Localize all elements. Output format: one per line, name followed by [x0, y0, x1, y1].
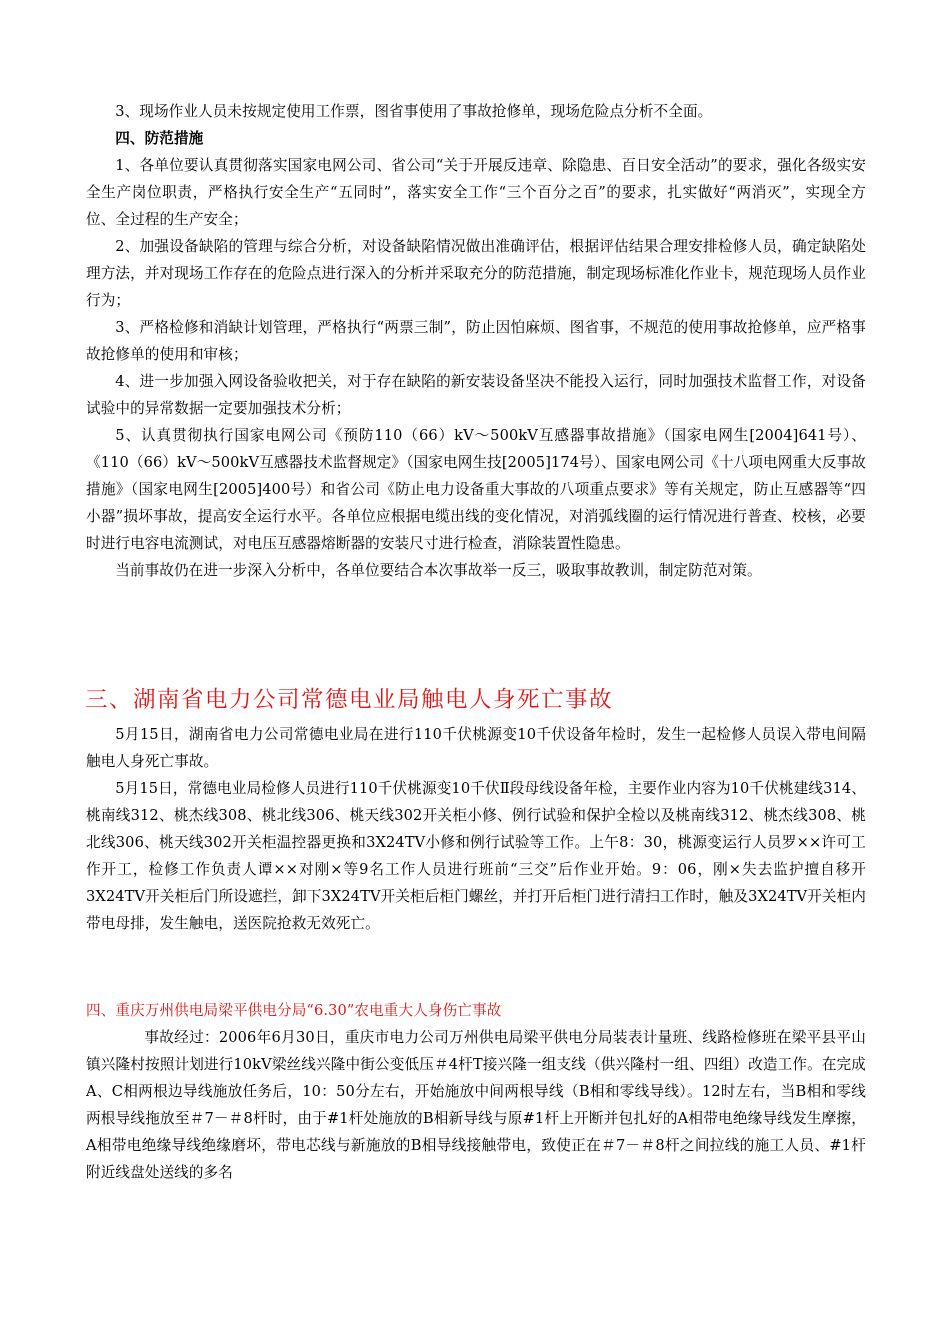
heading-prevention-measures: 四、防范措施 [115, 130, 204, 147]
section-3-title: 三、湖南省电力公司常德电业局触电人身死亡事故 [85, 687, 614, 713]
measure-3-text: 3、严格检修和消缺计划管理，严格执行“两票三制”，防止因怕麻烦、图省事，不规范的使用事故抢修单，应严格事故抢修单的使用和审核； [86, 319, 866, 363]
spacer [86, 584, 866, 685]
measure-2-text: 2、加强设备缺陷的管理与综合分析，对设备缺陷情况做出准确评估，根据评估结果合理安排检修人员，确定缺陷处理方法，并对现场工作存在的危险点进行深入的分析并采取充分的防范措施，制定现场标准化作业卡，规范现场人员作业行为； [86, 238, 866, 309]
document-page [86, 98, 866, 1186]
measure-4-text: 4、进一步加强入网设备验收把关，对于存在缺陷的新安装设备坚决不能投入运行，同时加强技术监督工作，对设备试验中的异常数据一定要加强技术分析； [86, 373, 866, 417]
item-3-text: 3、现场作业人员未按规定使用工作票，图省事使用了事故抢修单，现场危险点分析不全面。 [115, 103, 713, 120]
closing-text: 当前事故仍在进一步深入分析中，各单位要结合本次事故举一反三，吸取事故教训，制定防范对策。 [115, 562, 762, 579]
section-3-paragraph-2: 5月15日，常德电业局检修人员进行110千伏桃源变10千伏Ⅱ段母线设备年检，主要作业内容为10千伏桃建线314、桃南线312、桃杰线308、桃北线306、桃天线302开关柜小修、例行试验和保护全检以及桃南线312、桃杰线308、桃北线306、桃天线302开关柜温控器更换和3X24TV小修和例行试验等工作。上午8：30，桃源变运行人员罗××许可工作开工，检修工作负责人谭××对刚×等9名工作人员进行班前“三交”后作业开始。9：06，刚×失去监护擅自移开3X24TV开关柜后门所设遮拦，卸下3X24TV开关柜后柜门螺丝，并打开后柜门进行清扫工作时，触及3X24TV开关柜内带电母排，发生触电，送医院抢救无效死亡。 [86, 780, 866, 932]
section-3-paragraph-1: 5月15日，湖南省电力公司常德电业局在进行110千伏桃源变10千伏设备年检时，发生一起检修人员误入带电间隔触电人身死亡事故。 [86, 726, 866, 770]
measure-1-text: 1、各单位要认真贯彻落实国家电网公司、省公司“关于开展反违章、除隐患、百日安全活动”的要求，强化各级实安全生产岗位职责，严格执行安全生产“五同时”，落实安全工作“三个百分之百”的要求，扎实做好“两消灭”，实现全方位、全过程的生产安全； [86, 157, 866, 228]
spacer [86, 937, 866, 997]
section-4-title: 四、重庆万州供电局梁平供电分局“6.30”农电重大人身伤亡事故 [86, 1002, 502, 1019]
section-4-paragraph-1: 事故经过：2006年6月30日，重庆市电力公司万州供电局梁平供电分局装表计量班、线路检修班在梁平县平山镇兴隆村按照计划进行10kV梁丝线兴隆中街公变低压＃4杆T接兴隆一组支线（供兴隆村一组、四组）改造工作。在完成A、C相两根边导线施放任务后，10：50分左右，开始施放中间两根导线（B相和零线导线）。12时左右，当B相和零线两根导线拖放至＃7－＃8杆时，由于#1杆处施放的B相新导线与原#1杆上开断并包扎好的A相带电绝缘导线发生摩擦，A相带电绝缘导线绝缘磨坏，带电芯线与新施放的B相导线接触带电，致使正在＃7－＃8杆之间拉线的施工人员、#1杆附近线盘处送线的多名 [86, 1029, 866, 1181]
measure-5-text: 5、认真贯彻执行国家电网公司《预防110（66）kV～500kV互感器事故措施》（国家电网生[2004]641号）、《110（66）kV～500kV互感器技术监督规定》（国家电网生技[2005]174号）、国家电网公司《十八项电网重大反事故措施》（国家电网生[2005]400号）和省公司《防止电力设备重大事故的八项重点要求》等有关规定，防止互感器等“四小器”损坏事故，提高安全运行水平。各单位应根据电缆出线的变化情况，对消弧线圈的运行情况进行普查、校核，必要时进行电容电流测试，对电压互感器熔断器的安装尺寸进行检查，消除装置性隐患。 [86, 427, 866, 552]
